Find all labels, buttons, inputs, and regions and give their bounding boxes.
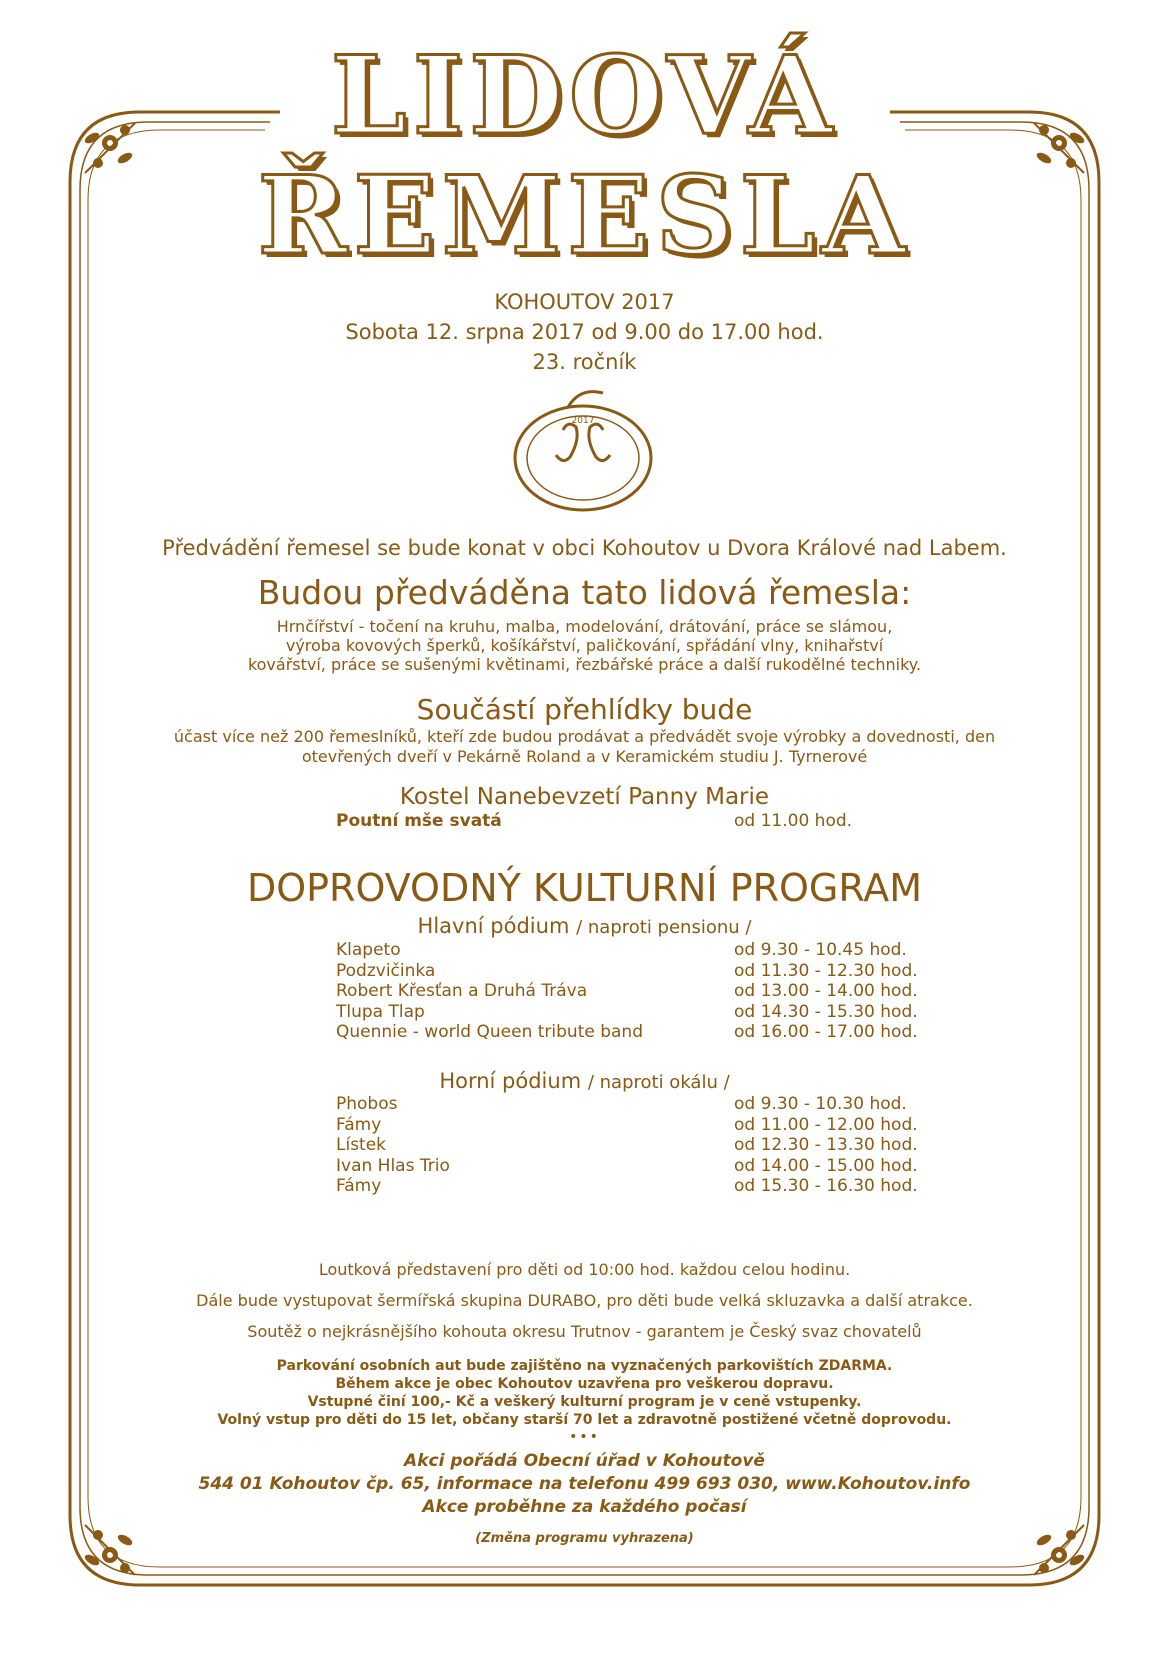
main-stage-note: / naproti pensionu / xyxy=(576,917,752,938)
schedule-row xyxy=(0,940,1169,961)
practical-line: Vstupné činí 100,- Kč a veškerý kulturní program je v ceně vstupenky. xyxy=(307,1394,862,1410)
schedule-row xyxy=(0,1176,1169,1197)
practical-line: Parkování osobních aut bude zajištěno na vyznačených parkovištích ZDARMA. xyxy=(276,1358,893,1374)
organizer-line: Akce proběhne za každého počasí xyxy=(422,1497,747,1517)
performance-time: od 15.30 - 16.30 hod. xyxy=(734,1176,918,1196)
upper-stage-note: / naproti okálu / xyxy=(587,1072,730,1093)
parade-heading: Součástí přehlídky bude xyxy=(416,693,753,726)
separator: ••• xyxy=(569,1429,600,1445)
performer-name: Lístek xyxy=(336,1135,387,1155)
church-event-name: Poutní mše svatá xyxy=(336,811,502,831)
church-event-row xyxy=(0,811,1169,832)
performer-name: Fámy xyxy=(336,1114,382,1135)
performer-name: Phobos xyxy=(336,1094,398,1114)
practical-line: Během akce je obec Kohoutov uzavřena pro veškerou dopravu. xyxy=(335,1376,834,1392)
event-place-year: KOHOUTOV 2017 xyxy=(494,290,675,314)
crafts-line: Hrnčířství - točení na kruhu, malba, modelování, drátování, práce se slámou, xyxy=(276,617,893,636)
church-heading: Kostel Nanebevzetí Panny Marie xyxy=(399,784,770,810)
schedule-row xyxy=(0,1002,1169,1023)
disclaimer: (Změna programu vyhrazena) xyxy=(475,1531,694,1546)
title-line-2: ŘEMESLA xyxy=(257,153,912,279)
main-stage-heading xyxy=(0,913,1169,941)
upper-stage-title: Horní pódium xyxy=(439,1069,582,1093)
info-line: Soutěž o nejkrásnějšího kohouta okresu Trutnov - garantem je Český svaz chovatelů xyxy=(247,1322,922,1341)
organizer-line: 544 01 Kohoutov čp. 65, informace na telefonu 499 693 030, www.Kohoutov.info xyxy=(198,1474,971,1494)
crafts-heading: Budou předváděna tato lidová řemesla: xyxy=(257,573,912,612)
performance-time: od 9.30 - 10.45 hod. xyxy=(734,940,907,960)
schedule-row xyxy=(0,1156,1169,1177)
schedule-row xyxy=(0,981,1169,1002)
logo-year: 2017 xyxy=(571,416,595,426)
organizer-line: Akci pořádá Obecní úřad v Kohoutově xyxy=(404,1451,765,1471)
performer-name: Fámy xyxy=(336,1176,382,1196)
practical-line: Volný vstup pro děti do 15 let, občany starší 70 let a zdravotně postižené včetně doprovodu. xyxy=(217,1412,952,1428)
church-event-time: od 11.00 hod. xyxy=(734,811,853,831)
parade-line: otevřených dveří v Pekárně Roland a v Keramickém studiu J. Tyrnerové xyxy=(301,747,868,766)
upper-stage-schedule xyxy=(0,1094,1169,1197)
rooster-logo-icon xyxy=(508,385,658,520)
performance-time: od 13.00 - 14.00 hod. xyxy=(734,981,918,1001)
parade-line: účast více než 200 řemeslníků, kteří zde budou prodávat a předvádět svoje výrobky a dovednosti, den xyxy=(173,727,996,746)
performer-name: Klapeto xyxy=(336,940,401,960)
performance-time: od 12.30 - 13.30 hod. xyxy=(734,1135,918,1155)
performer-name: Ivan Hlas Trio xyxy=(336,1155,450,1176)
intro-text: Předvádění řemesel se bude konat v obci Kohoutov u Dvora Králové nad Labem. xyxy=(162,536,1007,560)
performance-time: od 11.30 - 12.30 hod. xyxy=(734,960,918,981)
performance-time: od 11.00 - 12.00 hod. xyxy=(734,1114,918,1135)
performer-name: Tlupa Tlap xyxy=(336,1001,425,1022)
performer-name: Quennie - world Queen tribute band xyxy=(336,1022,643,1042)
performer-name: Robert Křesťan a Druhá Tráva xyxy=(336,981,588,1001)
crafts-line: kovářství, práce se sušenými květinami, řezbářské práce a další rukodělné techniky. xyxy=(247,655,922,674)
performance-time: od 16.00 - 17.00 hod. xyxy=(734,1022,918,1042)
info-line: Loutková představení pro děti od 10:00 hod. každou celou hodinu. xyxy=(318,1260,851,1279)
performance-time: od 9.30 - 10.30 hod. xyxy=(734,1094,907,1114)
crafts-line: výroba kovových šperků, košíkářství, paličkování, spřádání vlny, knihařství xyxy=(285,636,884,655)
event-edition: 23. ročník xyxy=(532,350,637,374)
schedule-row xyxy=(0,1022,1169,1043)
performance-time: od 14.00 - 15.00 hod. xyxy=(734,1155,918,1176)
upper-stage-heading xyxy=(0,1068,1169,1096)
performance-time: od 14.30 - 15.30 hod. xyxy=(734,1001,918,1022)
schedule-row xyxy=(0,961,1169,982)
schedule-row xyxy=(0,1115,1169,1136)
performer-name: Podzvičinka xyxy=(336,960,436,981)
main-stage-title: Hlavní pódium xyxy=(417,914,570,938)
schedule-row xyxy=(0,1094,1169,1115)
title-line-1: LIDOVÁ xyxy=(330,33,839,159)
program-heading: DOPROVODNÝ KULTURNÍ PROGRAM xyxy=(246,866,923,910)
schedule-row xyxy=(0,1135,1169,1156)
main-stage-schedule xyxy=(0,940,1169,1043)
info-line: Dále bude vystupovat šermířská skupina DURABO, pro děti bude velká skluzavka a další atrakce. xyxy=(196,1291,973,1310)
event-date-time: Sobota 12. srpna 2017 od 9.00 do 17.00 hod. xyxy=(345,320,824,344)
